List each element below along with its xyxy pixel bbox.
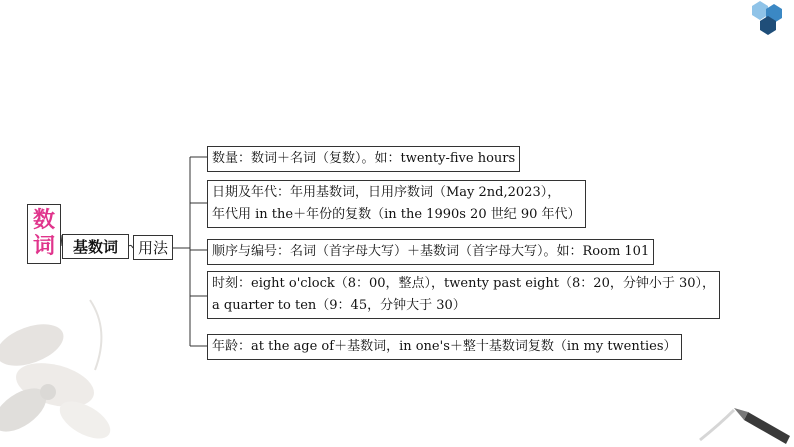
leaf-time-line-2: a quarter to ten（9：45，分钟大于 30） [212,298,466,313]
root-char-1: 数 [32,208,55,233]
root-char-2: 词 [32,234,55,259]
leaf-order-line-1: 顺序与编号：名词（首字母大写）＋基数词（首字母大写）。如：Room 101 [212,244,650,259]
root-node [27,204,61,264]
leaf-quantity-line-1: 数量：数词＋名词（复数）。如：twenty-five hours [212,151,516,166]
leaf-dates-years [207,180,586,228]
node-cardinal-numbers: 基数词 [62,234,129,259]
leaf-time-line-1: 时刻：eight o'clock（8：00，整点），twenty past eight（8：20，分钟小于 30）， [212,276,716,291]
leaf-dates-line-2: 年代用 in the＋年份的复数（in the 1990s 20 世纪 90 年代） [212,207,581,222]
leaf-age [207,334,682,360]
leaf-order-numbering [207,239,654,265]
leaf-time [207,271,720,319]
node-usage: 用法 [133,235,173,260]
leaf-age-line-1: 年龄：at the age of＋基数词，in one's＋整十基数词复数（in my twenties） [212,339,677,354]
leaf-quantity [207,146,520,172]
leaf-dates-line-1: 日期及年代：年用基数词，日用序数词（May 2nd,2023）， [212,185,561,200]
